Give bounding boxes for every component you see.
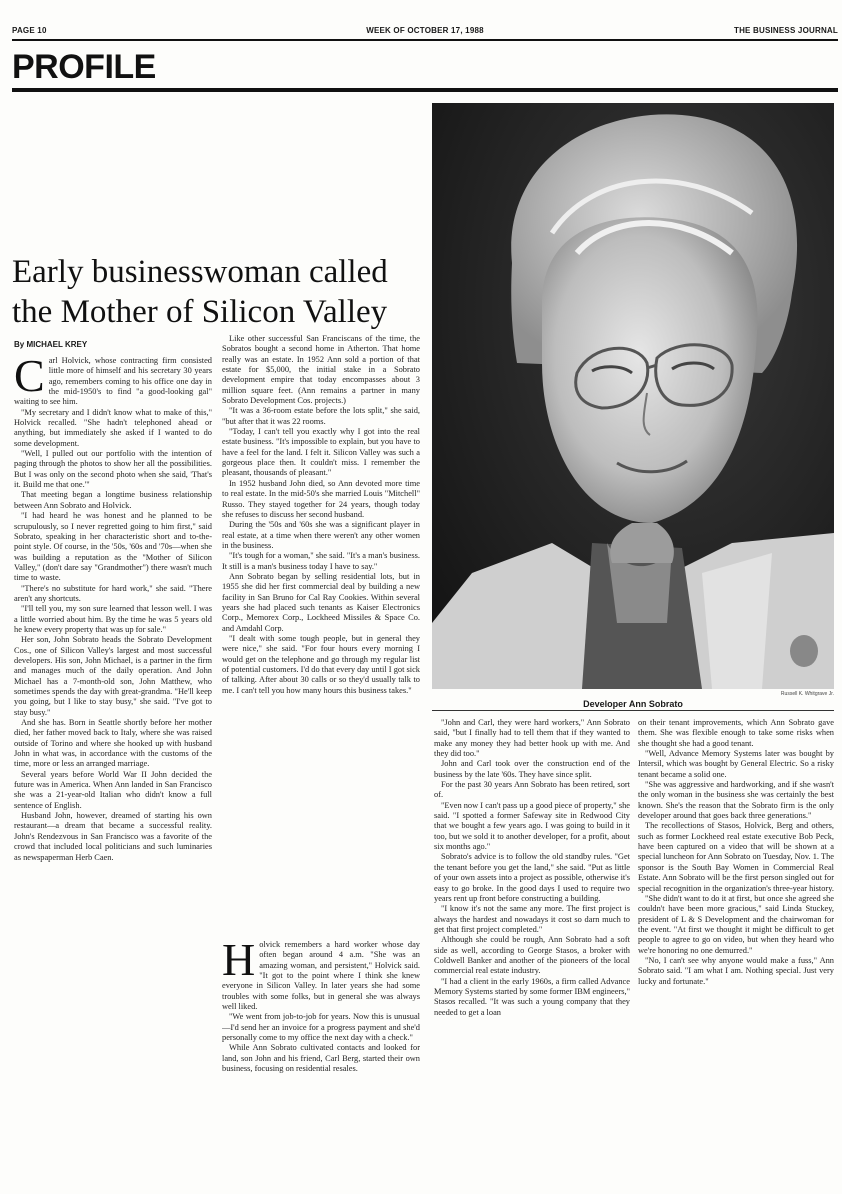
article-column-2-lower [222,940,420,1186]
article-column-3 [434,718,630,1186]
issue-date: WEEK OF OCTOBER 17, 1988 [366,26,484,35]
caption-rule [432,710,834,711]
paragraph: "My secretary and I didn't know what to make of this," Holvick recalled. "She hadn't telephoned ahead or anything, but immediately she asked if I wanted to do some development. [14,407,212,448]
article-headline: Early businesswoman called the Mother of Silicon Valley [12,254,388,330]
publication-name: THE BUSINESS JOURNAL [733,26,838,35]
paragraph: "I had a client in the early 1960s, a firm called Advance Memory Systems started by some former IBM engineers," Stasos recalled. "It was such a young company that they needed to get a loan [434,976,630,1017]
article-column-2 [222,334,420,929]
page-number: PAGE 10 [12,26,47,35]
paragraph: While Ann Sobrato cultivated contacts and looked for land, son John and his friend, Carl Berg, started their own business, focusing on residential resales. [222,1043,420,1074]
paragraph: That meeting began a longtime business relationship between Ann Sobrato and Holvick. [14,490,212,510]
paragraph: "I had heard he was honest and he planned to be scrupulously, so I never regretted going to him first," said Sobrato, speaking in her characteristic short and to-the-point style. Of course, in the '50s, '60s and '70s—when she was building a reputation as the "Mother of Silicon Valley," (don't dare say "Grandmother") there wasn't much time to waste. [14,511,212,583]
paragraph: "It was a 36-room estate before the lots split," she said, "but after that it was 22 rooms. [222,406,420,426]
section-rule [12,88,838,92]
header-rule [12,39,838,41]
paragraph: In 1952 husband John died, so Ann devoted more time to real estate. In the mid-50's she married Louis "Mitchell" Russo. They stayed together for 24 years, though today she refuses to discuss her second husband. [222,478,420,519]
page-header [12,26,838,38]
paragraph: "Today, I can't tell you exactly why I got into the real estate business. "It's impossible to explain, but you have to have a feel for the land. I felt it. Silicon Valley was such a gorgeous place then. It couldn't miss. I remember the pleasant, thousands of pleasant." [222,427,420,478]
paragraph: "I dealt with some tough people, but in general they were nice," she said. "For four hours every morning I would get on the telephone and go through my regular list of potential customers. I'd do that every day until I got sick of talking. After about 30 calls or so they'd usually talk to me. I can't tell you how many hours this business takes." [222,633,420,695]
paragraph: "Well, Advance Memory Systems later was bought by Intersil, which was bought by General Electric. So a risky tenant became a solid one. [638,749,834,779]
paragraph: "We went from job-to-job for years. Now this is unusual—I'd send her an invoice for a progress payment and she'd personally come to my office the next day with a check." [222,1012,420,1043]
paragraph: "I know it's not the same any more. The first project is always the hardest and nowadays it cost so darn much to get that first project completed." [434,904,630,934]
paragraph: John and Carl took over the construction end of the business by the late '60s. They have since split. [434,759,630,779]
paragraph: "Well, I pulled out our portfolio with the intention of paging through the photos to show her all the possibilities. But I was only on the second photo when she said, 'That's it. Build me that one.'" [14,449,212,490]
article-column-4 [638,718,834,1186]
portrait-photo [432,103,834,689]
drop-cap: H [222,940,256,985]
paragraph: Sobrato's advice is to follow the old standby rules. "Get the tenant before you get the land," she said. "Put as little of your own assets into a project as possible, otherwise it's easy to go broke. In the good days I used to require two years rent up front before constructing a building. [434,852,630,903]
section-title: PROFILE [12,48,156,86]
paragraph: "John and Carl, they were hard workers," Ann Sobrato said, "but I finally had to tell them that if they wanted to make any money they had better hook up with me. And they did too." [434,718,630,759]
paragraph: "She didn't want to do it at first, but once she agreed she couldn't have been more gracious," said Linda Stuckey, president of L & S Development and the chairwoman for the event. "At first we thought it might be difficult to get people to agree to go on video, but when they heard who we're honoring no one demurred." [638,893,834,955]
paragraph: Several years before World War II John decided the future was in America. When Ann landed in San Francisco she was a 21-year-old Italian who didn't know a full sentence of English. [14,769,212,810]
photo-credit: Russell K. Whitgrave Jr. [780,691,834,697]
paragraph: arl Holvick, whose contracting firm consisted little more of himself and his secretary 30 years ago, remembers coming to his office one day in the mid-1950's to find "a good-looking gal" waiting to see him. [14,356,212,407]
paragraph: on their tenant improvements, which Ann Sobrato gave them. She was flexible enough to take some risks when she thought she had a good tenant. [638,718,834,748]
paragraph: The recollections of Stasos, Holvick, Berg and others, such as former Lockheed real estate executive Bob Peck, have been captured on a video that will be shown at a special luncheon for Ann Sobrato on Tuesday, Nov. 1. The sponsor is the South Bay Women in Commercial Real Estate. Ann Sobrato will be the first person singled out for special recognition in the organization's three-year history. [638,821,834,893]
drop-cap: C [14,356,45,401]
photo-caption: Developer Ann Sobrato [583,699,683,709]
paragraph: Although she could be rough, Ann Sobrato had a soft side as well, according to George Stasos, a broker with Coldwell Banker and another of the pioneers of the local commercial real estate industry. [434,935,630,976]
paragraph: Ann Sobrato began by selling residential lots, but in 1955 she did her first commercial deal by building a new facility in San Bruno for Cal Ray Cookies. Within several years she had placed such tenants as Kaiser Electronics Corp., Memorex Corp., Lockheed Missiles & Space Co. and Amdahl Corp. [222,571,420,633]
paragraph: Like other successful San Franciscans of the time, the Sobratos bought a second home in Atherton. That home really was an estate. In 1952 Ann sold a portion of that estate for $5,000, the initial stake in a Sobrato development empire that today encompasses about 3 million square feet. (Ann remains a partner in many Sobrato Development Cos. projects.) [222,334,420,406]
paragraph: And she has. Born in Seattle shortly before her mother died, her father moved back to Italy, where she was raised outside of Torino and where she hooked up with husband John in what was, in accordance with the customs of the time, more or less an arranged marriage. [14,718,212,769]
paragraph: Husband John, however, dreamed of starting his own restaurant—a dream that became a successful reality. John's Rendezvous in San Francisco was a favorite of the crowd that included local politicians and such luminaries as newspaperman Herb Caen. [14,811,212,862]
paragraph: olvick remembers a hard worker whose day often began around 4 a.m. "She was an amazing woman, and persistent," Holvick said. "It got to the point where I think she knew everyone in Silicon Valley. In later years she had some troubles with some folks, but in general she was always well liked. [222,940,420,1012]
paragraph: "No, I can't see why anyone would make a fuss," Ann Sobrato said. "I am what I am. Nothing special. Just very lucky and fortunate." [638,955,834,986]
paragraph: "She was aggressive and hardworking, and if she wasn't the only woman in the business she was certainly the best known. She's the reason that the Sobrato firm is the only developer around that goes back three generations." [638,780,834,821]
paragraph: During the '50s and '60s she was a significant player in real estate, at a time when there weren't any other women in the business. [222,520,420,550]
paragraph: "There's no substitute for hard work," she said. "There aren't any shortcuts. [14,583,212,603]
paragraph: Her son, John Sobrato heads the Sobrato Development Cos., one of Silicon Valley's largest and most successful developers. His son, John Michael, is a partner in the firm and manages much of the daily operation. And John Michael has a 7-month-old son, John Matthew, who sometimes spends the day with great-grandma. "He'll keep you going, but I like to stay busy," she said. "I've got to stay busy." [14,635,212,717]
paragraph: "Even now I can't pass up a good piece of property," she said. "I spotted a former Safeway site in Redwood City that we bought a few years ago. I was going to build in it too, but we sold it to another developer, for a profit, about six months ago." [434,800,630,852]
article-column-1 [14,356,212,1186]
paragraph: For the past 30 years Ann Sobrato has been retired, sort of. [434,780,630,800]
article-byline: By MICHAEL KREY [14,340,88,349]
paragraph: "I'll tell you, my son sure learned that lesson well. I was a little worried about him. By the time he was 5 years old he knew every property that was up for sale." [14,604,212,634]
paragraph: "It's tough for a woman," she said. "It's a man's business. It still is a man's business today I have to say." [222,551,420,571]
